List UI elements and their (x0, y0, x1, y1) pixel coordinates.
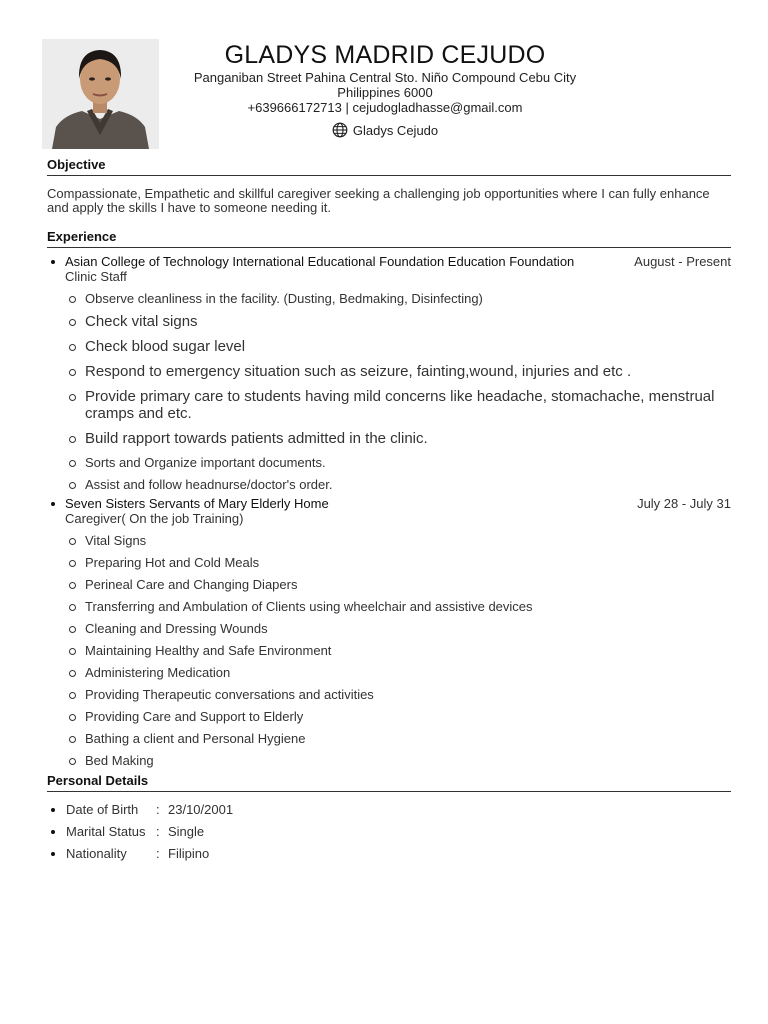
website-link[interactable] (160, 122, 610, 138)
list-item: Perineal Care and Changing Diapers (85, 577, 731, 592)
list-item: Sorts and Organize important documents. (85, 455, 731, 470)
globe-icon (332, 122, 348, 138)
list-item: Administering Medication (85, 665, 731, 680)
list-item: Bed Making (85, 753, 731, 768)
job-role: Caregiver( On the job Training) (65, 511, 244, 526)
resume-header (160, 40, 610, 138)
detail-key: Marital Status (66, 824, 146, 839)
experience-heading: Experience (47, 229, 731, 248)
contact-line: +639666172713 | cejudogladhasse@gmail.com (247, 100, 523, 115)
detail-value: Single (168, 824, 205, 839)
list-item: Check vital signs (85, 313, 731, 330)
list-item: Bathing a client and Personal Hygiene (85, 731, 731, 746)
portrait-image (42, 39, 159, 149)
job-entry (47, 496, 731, 775)
list-item: Assist and follow headnurse/doctor's order. (85, 477, 731, 492)
detail-value: 23/10/2001 (168, 802, 234, 817)
list-item: Providing Care and Support to Elderly (85, 709, 731, 724)
list-item: Vital Signs (85, 533, 731, 548)
profile-photo (42, 39, 159, 149)
detail-key: Date of Birth (66, 802, 139, 817)
list-item: Transferring and Ambulation of Clients using wheelchair and assistive devices (85, 599, 731, 614)
job-duties-list (47, 291, 731, 492)
list-item: Providing Therapeutic conversations and activities (85, 687, 731, 702)
list-item: Cleaning and Dressing Wounds (85, 621, 731, 636)
job-role: Clinic Staff (65, 269, 127, 284)
list-item: Provide primary care to students having mild concerns like headache, stomachache, menstrual cramps and etc. (85, 388, 731, 422)
list-item: Observe cleanliness in the facility. (Dusting, Bedmaking, Disinfecting) (85, 291, 731, 306)
job-duties-list (47, 533, 731, 768)
objective-heading: Objective (47, 157, 731, 176)
website-label: Gladys Cejudo (352, 122, 439, 138)
job-organization: Asian College of Technology International Educational Foundation Education Foundation (47, 254, 574, 269)
address-line-2: Philippines 6000 (337, 85, 433, 100)
job-entry (47, 254, 731, 499)
detail-separator: : (156, 824, 160, 839)
personal-details-heading: Personal Details (47, 773, 731, 792)
personal-details-list (47, 802, 447, 868)
detail-separator: : (156, 802, 160, 817)
list-item: Respond to emergency situation such as seizure, fainting,wound, injuries and etc . (85, 363, 731, 380)
list-item: Check blood sugar level (85, 338, 731, 355)
detail-key: Nationality (66, 846, 127, 861)
list-item (47, 802, 447, 817)
list-item: Build rapport towards patients admitted in the clinic. (85, 430, 731, 447)
job-organization: Seven Sisters Servants of Mary Elderly Home (47, 496, 329, 511)
list-item (47, 824, 447, 839)
list-item (47, 846, 447, 861)
job-date: July 28 - July 31 (637, 496, 731, 511)
detail-value: Filipino (168, 846, 210, 861)
job-date: August - Present (634, 254, 731, 269)
candidate-name: GLADYS MADRID CEJUDO (224, 41, 546, 69)
objective-text: Compassionate, Empathetic and skillful caregiver seeking a challenging job opportunities where I can fully enhance and apply the skills I have to someone needing it. (47, 186, 710, 215)
address-line-1: Panganiban Street Pahina Central Sto. Niño Compound Cebu City (193, 70, 577, 85)
list-item: Preparing Hot and Cold Meals (85, 555, 731, 570)
detail-separator: : (156, 846, 160, 861)
list-item: Maintaining Healthy and Safe Environment (85, 643, 731, 658)
